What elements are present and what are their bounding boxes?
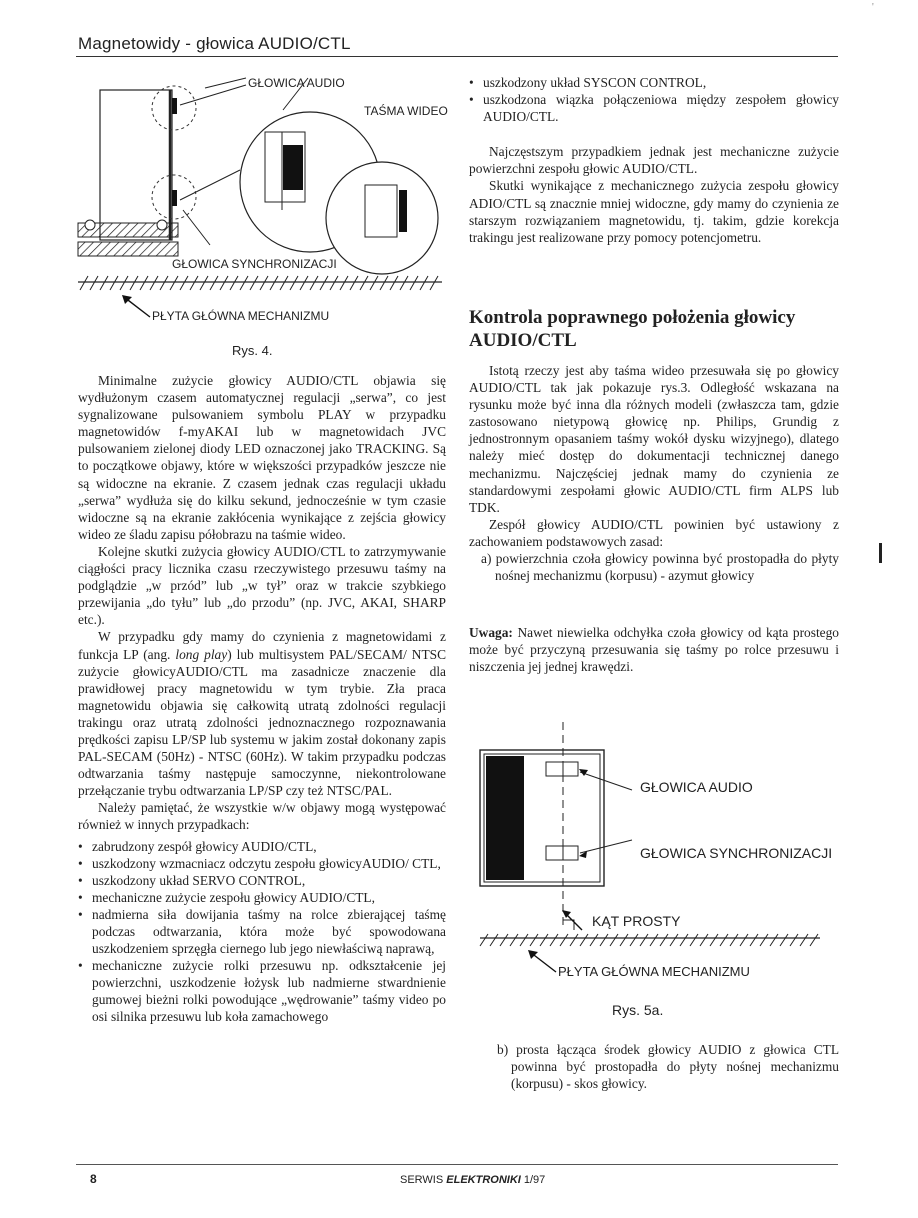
list-item: • uszkodzony układ SYSCON CONTROL, xyxy=(469,74,839,91)
list-item: • nadmierna siła dowijania taśmy na rolce zbierającej taśmę podczas odtwarzania, która może być spowodowana uszkodzeniem sprzęgła ciernego lub jego niewłaściwą naprawą, xyxy=(78,906,446,957)
item-b: b) prosta łącząca środek głowicy AUDIO z głowica CTL powinna być prostopadła do płyty nośnej mechanizmu (korpusu) - skos głowicy. xyxy=(497,1042,839,1092)
right-paragraph-4: Zespół głowicy AUDIO/CTL powinien być ustawiony z zachowaniem podstawowych zasad: xyxy=(469,516,839,549)
page-header-title: Magnetowidy - głowica AUDIO/CTL xyxy=(78,34,351,53)
base-plate-bottom xyxy=(78,242,178,256)
left-paragraph-4: Należy pamiętać, że wszystkie w/w objawy mogą występować również w innych przypadkach: xyxy=(78,800,446,833)
margin-bar xyxy=(879,543,882,563)
page-number: 8 xyxy=(90,1172,97,1186)
right-bullet-list xyxy=(469,74,839,125)
list-item: • uszkodzony układ SERVO CONTROL, xyxy=(78,872,446,889)
fig5-label-plate: PŁYTA GŁÓWNA MECHANIZMU xyxy=(558,964,750,979)
fig5-label-angle: KĄT PROSTY xyxy=(592,913,681,929)
warning-note xyxy=(469,624,839,675)
right-paragraph-2: Skutki wynikające z mechanicznego zużycia zespołu głowicy ADIO/CTL są znacznie mniej widoczne, gdy mamy do czynienia ze starszym rozwiązaniem magnetowidu, tj. takim, gdzie korekcja trakingu jest realizowane przy pomocy potencjometru. xyxy=(469,178,839,245)
footer-rule xyxy=(76,1164,838,1165)
right-paragraph-1: Najczęstszym przypadkiem jednak jest mechaniczne zużycie powierzchni zespołu głowic AUDIO/CTL. xyxy=(469,144,839,177)
sync-head-gap xyxy=(546,846,578,860)
section-heading: Kontrola poprawnego położenia głowicy AUDIO/CTL xyxy=(469,307,796,351)
header-rule xyxy=(76,56,838,57)
audio-head-small xyxy=(172,98,177,114)
fig4-label-sync-head: GŁOWICA SYNCHRONIZACJI xyxy=(172,257,337,271)
right-column-bottom xyxy=(485,1041,839,1092)
audio-head-gap xyxy=(546,762,578,776)
item-a: a) powierzchnia czoła głowicy powinna być prostopadła do płyty nośnej mechanizmu (korpusu) - azymut głowicy xyxy=(481,551,839,584)
left-bullet-list xyxy=(78,838,446,1026)
main-plate-hatch xyxy=(80,276,438,290)
left-paragraph-2: Kolejne skutki zużycia głowicy AUDIO/CTL to zatrzymywanie ciągłości pracy licznika czasu rzeczywistego przesuwu taśmy na podglądzie „w przód” lub „w tył” oraz w trakcie szybkiego przewijania „do tyłu” lub „do przodu” (np. JVC, AKAI, SHARP etc.). xyxy=(78,543,446,628)
footer-magazine-prefix: SERWIS xyxy=(400,1174,447,1186)
left-paragraph-1: Minimalne zużycie głowicy AUDIO/CTL objawia się wydłużonym czasem automatycznej regulacji „serwa”, co jest sygnalizowane pulsowaniem symbolu PLAY w przypadku magnetowidów f-myAKAI lub w magnetowidach JVC pulsowaniem zielonej diody LED oznaczonej jako TRACKING. Są to początkowe objawy, które w większości przypadków jeszcze nie są widoczne na ekranie. Z czasem jednak czas regulacji układu „serwa” wydłuża się do kilku sekund, jednocześnie w tym czasie widoczne są na ekranie zakłócenia wynikające z zejścia głowicy wideo ze śladu zapisu półobrazu na taśmie wideo. xyxy=(78,373,446,542)
left-paragraph-3-start: W przypadku gdy mamy do czynienia z magnetowidami z funkcja LP (ang. xyxy=(78,629,446,662)
footer-issue: 1/97 xyxy=(520,1174,546,1186)
fig4-label-audio-head: GŁOWICA AUDIO xyxy=(248,76,345,90)
list-item: • mechaniczne zużycie rolki przesuwu np. odkształcenie jej powierzchni, uszkodzenie łożysk lub nadmierne stwardnienie gumowej bieżni rolki powodujące „wędrowanie” taśmy video po osi silnika przesuwu lub koła zamachowego xyxy=(78,957,446,1025)
right-column-middle xyxy=(469,362,839,676)
list-item: • uszkodzona wiązka połączeniowa między zespołem głowicy AUDIO/CTL. xyxy=(469,91,839,125)
fig5a-caption: Rys. 5a. xyxy=(612,1002,664,1018)
plate-arrow-icon xyxy=(122,295,154,321)
fig4-label-plate: PŁYTA GŁÓWNA MECHANIZMU xyxy=(152,309,330,323)
sync-head-small xyxy=(172,190,177,206)
left-column xyxy=(78,372,446,1026)
head-face-block xyxy=(486,756,524,880)
warning-label: Uwaga: xyxy=(469,625,513,641)
left-paragraph-3-italic: long play xyxy=(175,646,228,662)
list-item: • mechaniczne zużycie zespołu głowicy AUDIO/CTL, xyxy=(78,889,446,906)
sync-head-magnified xyxy=(326,162,438,274)
fig4-caption: Rys. 4. xyxy=(232,343,273,358)
warning-text: Nawet niewielka odchyłka czoła głowicy od kąta prostego może być przyczyną przesuwania się taśmy po rolce przesuwu i niszczenia jej jednej krawędzi. xyxy=(469,625,839,675)
left-paragraph-3-end: ) lub multisystem PAL/SECAM/ NTSC zużycie głowicyAUDIO/CTL ma zasadnicze znaczenie dla prawidłowej pracy magnetowidu w tym trybie. Zła praca magnetowidu objawia się całkowitą utratą zdolności regulacji trakingu oraz utratą zdolności jednoznacznego rozpoznawania prędkości zapisu LP/SP lub systemu w jakim został dokonany zapis PAL-SECAM (50Hz) - NTSC (60Hz). W takim przypadku podczas odtwarzania taśmy następuje samoczynne, niekontrolowane przełączanie trybu odtwarzania LP/SP czy też NTSC/PAL. xyxy=(78,646,446,799)
head-block xyxy=(100,90,172,240)
left-paragraph-3 xyxy=(78,628,446,799)
fig5-plate-arrow-icon xyxy=(528,950,560,976)
fig5-label-sync-head: GŁOWICA SYNCHRONIZACJI xyxy=(640,845,833,861)
scan-mark: ' xyxy=(872,2,874,13)
list-item: • uszkodzony wzmacniacz odczytu zespołu głowicyAUDIO/ CTL, xyxy=(78,855,446,872)
footer-magazine xyxy=(400,1174,545,1186)
right-paragraph-3: Istotą rzeczy jest aby taśma wideo przesuwała się po głowicy AUDIO/CTL tak jak pokazuje rys.3. Odległość wskazana na rysunku może być inna dla różnych modeli (zwłaszcza tam, gdzie zastosowano nietypową głowicę np. Philips, Grundig z jednostronnym opasaniem taśmy wokół dysku wizyjnego), dlatego należy mieć dostęp do dokumentacji technicznej danego mechanizmu. Najczęściej jednak mamy do czynienia ze standardowymi zespołami głowic AUDIO/CTL firm ALPS lub TDK. xyxy=(469,363,839,515)
right-column-top xyxy=(469,74,839,246)
footer-magazine-name: ELEKTRONIKI xyxy=(446,1174,521,1186)
fig4-label-tape: TAŚMA WIDEO xyxy=(364,104,448,118)
list-item: • zabrudzony zespół głowicy AUDIO/CTL, xyxy=(78,838,446,855)
fig5-label-audio-head: GŁOWICA AUDIO xyxy=(640,779,753,795)
